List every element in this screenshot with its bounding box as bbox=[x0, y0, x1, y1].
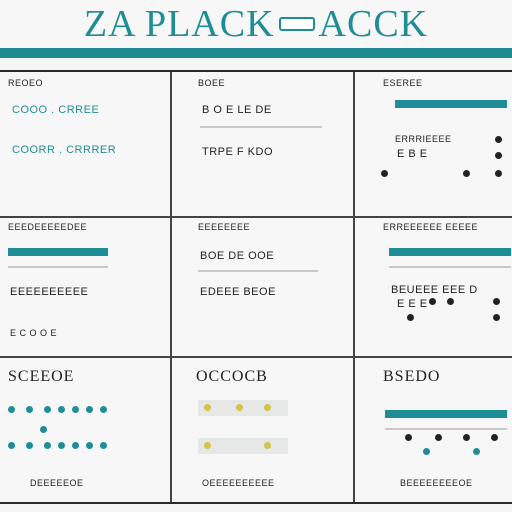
panel-9-dot bbox=[405, 434, 412, 441]
panel-5-rule bbox=[198, 270, 318, 272]
banner-title-right: ACCK bbox=[318, 3, 429, 45]
panel-9-header: BSEDO bbox=[383, 368, 441, 385]
panel-6-dot bbox=[493, 314, 500, 321]
panel-6-line1: BEUEEE EEE D bbox=[391, 284, 478, 296]
panel-grid bbox=[0, 70, 512, 504]
panel-8-dot bbox=[204, 442, 211, 449]
panel-9-bar bbox=[385, 410, 507, 418]
banner-strip bbox=[0, 48, 512, 58]
panel-6-header: ERREEEEEE EEEEE bbox=[383, 222, 479, 232]
panel-9-rule bbox=[385, 428, 507, 430]
panel-8-row[interactable] bbox=[198, 400, 288, 416]
panel-7-dot bbox=[72, 442, 79, 449]
panel-6-dot bbox=[447, 298, 454, 305]
panel-3[interactable] bbox=[355, 72, 512, 218]
panel-8-dot bbox=[204, 404, 211, 411]
banner-title-left: ZA PLACK bbox=[83, 3, 275, 45]
panel-6[interactable] bbox=[355, 218, 512, 358]
panel-5-line2: EDEEE BEOE bbox=[200, 286, 276, 298]
panel-4-bar bbox=[8, 248, 108, 256]
panel-7-dot bbox=[58, 406, 65, 413]
panel-2[interactable] bbox=[172, 72, 355, 218]
panel-3-line2: E B E bbox=[397, 148, 428, 160]
panel-6-bar bbox=[389, 248, 511, 256]
panel-9-dot bbox=[423, 448, 430, 455]
banner-title bbox=[0, 0, 512, 48]
panel-3-header: ESEREE bbox=[383, 78, 423, 88]
panel-7-dot bbox=[8, 442, 15, 449]
panel-7-dot bbox=[44, 406, 51, 413]
banner-separator bbox=[279, 17, 315, 31]
panel-7-dot bbox=[86, 406, 93, 413]
panel-3-line1: ERRRIEEEE bbox=[395, 134, 452, 144]
footer-right: BEEEEEEEEOE bbox=[400, 478, 473, 488]
footer-mid: OEEEEEEEEEE bbox=[202, 478, 275, 488]
panel-4-rule bbox=[8, 266, 108, 268]
panel-3-dot bbox=[463, 170, 470, 177]
panel-4-line1: EEEEEEEEEE bbox=[10, 286, 89, 298]
panel-4[interactable] bbox=[0, 218, 172, 358]
panel-8-header: OCCOCB bbox=[196, 368, 268, 385]
panel-2-header: BOEE bbox=[198, 78, 226, 88]
panel-7-dot bbox=[72, 406, 79, 413]
panel-9-dot bbox=[473, 448, 480, 455]
panel-7-dot bbox=[26, 442, 33, 449]
panel-3-bar bbox=[395, 100, 507, 108]
panel-6-line2: E E E bbox=[397, 298, 428, 310]
footer-left: DEEEEEOE bbox=[30, 478, 84, 488]
panel-7-header: SCEEOE bbox=[8, 368, 75, 385]
panel-8-dot bbox=[264, 404, 271, 411]
panel-5[interactable] bbox=[172, 218, 355, 358]
panel-9-dot bbox=[435, 434, 442, 441]
panel-1[interactable] bbox=[0, 72, 172, 218]
panel-7-dot bbox=[86, 442, 93, 449]
panel-7-dot bbox=[100, 406, 107, 413]
panel-8-dot bbox=[264, 442, 271, 449]
panel-5-header: EEEEEEEE bbox=[198, 222, 251, 232]
panel-7-dot bbox=[26, 406, 33, 413]
panel-2-line2: TRPE F KDO bbox=[202, 146, 274, 158]
panel-3-dot bbox=[495, 152, 502, 159]
panel-9-dot bbox=[491, 434, 498, 441]
panel-8-dot bbox=[236, 404, 243, 411]
panel-2-rule bbox=[200, 126, 322, 128]
panel-3-dot bbox=[495, 170, 502, 177]
panel-7-dot bbox=[58, 442, 65, 449]
panel-5-line1: BOE DE OOE bbox=[200, 250, 275, 262]
panel-7-dot bbox=[44, 442, 51, 449]
panel-7-dot bbox=[8, 406, 15, 413]
panel-2-line1: B O E LE DE bbox=[202, 104, 272, 116]
panel-9-dot bbox=[463, 434, 470, 441]
panel-6-dot bbox=[493, 298, 500, 305]
panel-7[interactable] bbox=[0, 358, 172, 502]
panel-6-dot bbox=[407, 314, 414, 321]
panel-3-dot bbox=[381, 170, 388, 177]
panel-3-dot bbox=[495, 136, 502, 143]
panel-4-header: EEEDEEEEEDEE bbox=[8, 222, 88, 232]
panel-1-line1: COOO . CRREE bbox=[12, 104, 100, 116]
panel-7-dot bbox=[40, 426, 47, 433]
panel-6-rule bbox=[389, 266, 511, 268]
panel-6-dot bbox=[429, 298, 436, 305]
panel-7-dot bbox=[100, 442, 107, 449]
panel-8-row[interactable] bbox=[198, 438, 288, 454]
panel-4-line2: E C O O E bbox=[10, 328, 58, 338]
panel-1-header: REOEO bbox=[8, 78, 44, 88]
panel-1-line2: COORR . CRRRER bbox=[12, 144, 117, 156]
